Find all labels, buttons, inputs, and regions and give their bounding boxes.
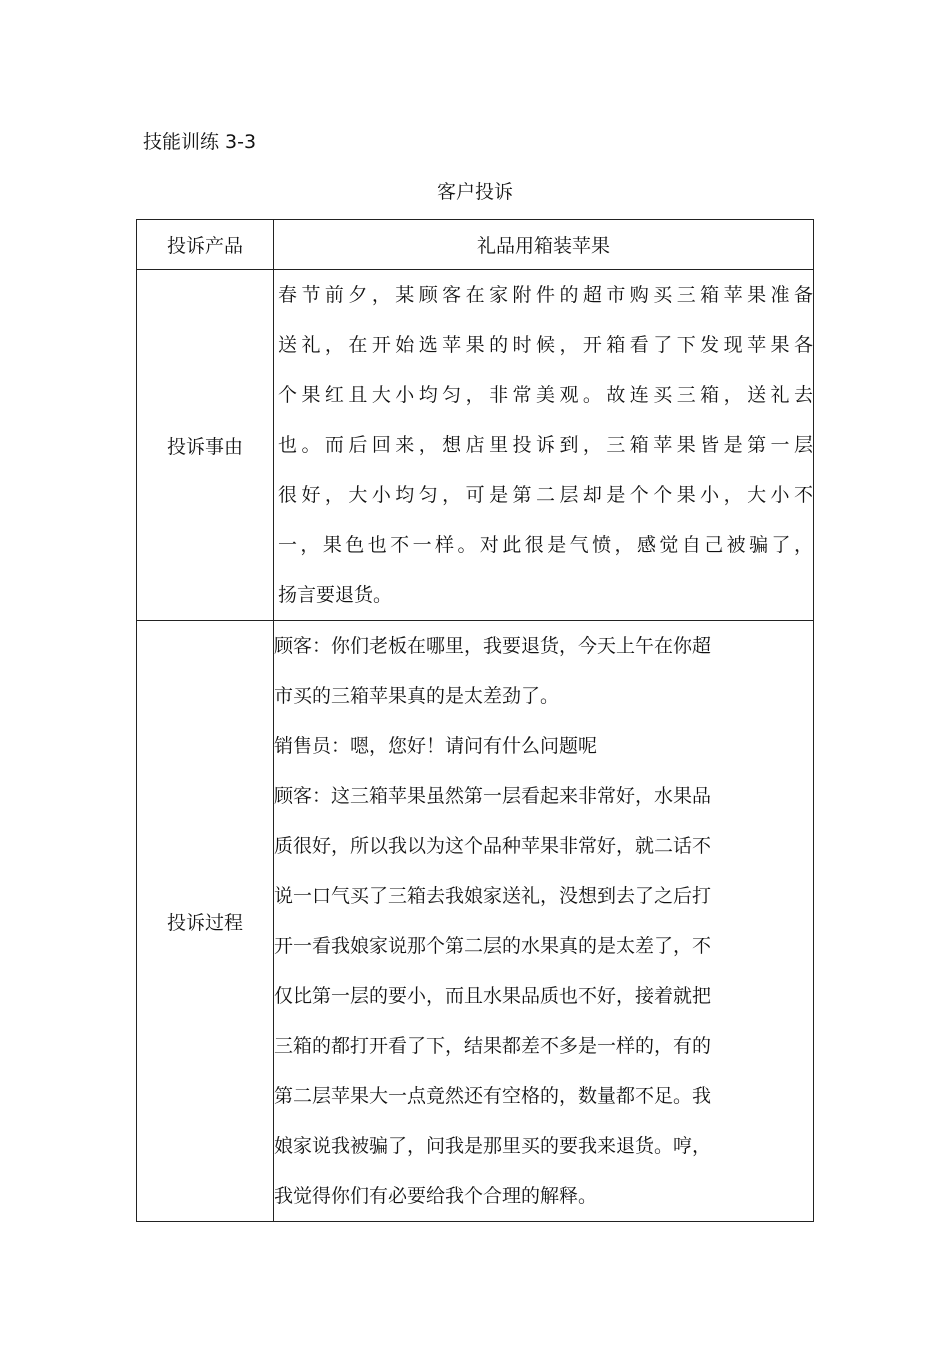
reason-row [137, 270, 814, 621]
document-title: 客户投诉 [436, 181, 513, 203]
process-line: 开一看我娘家说那个第二层的水果真的是太差了，不 [274, 935, 712, 957]
reason-line: 送礼，在开始选苹果的时候，开箱看了下发现苹果各 [278, 334, 813, 356]
process-line: 顾客：这三箱苹果虽然第一层看起来非常好，水果品 [274, 785, 712, 807]
product-row [137, 220, 814, 270]
reason-line: 也。而后回来，想店里投诉到，三箱苹果皆是第一层 [278, 434, 813, 456]
process-line: 三箱的都打开看了下，结果都差不多是一样的，有的 [274, 1035, 712, 1057]
reason-text [274, 270, 814, 621]
reason-line: 个果红且大小均匀，非常美观。故连买三箱，送礼去 [278, 384, 813, 406]
process-line: 娘家说我被骗了，问我是那里买的要我来退货。哼， [274, 1135, 712, 1157]
process-line: 市买的三箱苹果真的是太差劲了。 [274, 685, 560, 707]
reason-line: 一，果色也不一样。对此很是气愤，感觉自己被骗了， [278, 534, 813, 556]
process-line: 销售员：嗯，您好！请问有什么问题呢 [274, 735, 598, 757]
process-line: 质很好，所以我以为这个品种苹果非常好，就二话不 [274, 835, 712, 857]
complaint-table [136, 219, 814, 1222]
process-text [274, 621, 814, 1222]
reason-line: 春节前夕，某顾客在家附件的超市购买三箱苹果准备 [278, 284, 813, 306]
product-label: 投诉产品 [137, 220, 274, 270]
process-line: 我觉得你们有必要给我个合理的解释。 [274, 1185, 598, 1207]
process-line: 第二层苹果大一点竟然还有空格的，数量都不足。我 [274, 1085, 712, 1107]
process-label: 投诉过程 [137, 621, 274, 1222]
product-value: 礼品用箱装苹果 [274, 220, 814, 270]
process-line: 仅比第一层的要小，而且水果品质也不好，接着就把 [274, 985, 712, 1007]
process-row [137, 621, 814, 1222]
reason-line: 扬言要退货。 [278, 584, 393, 606]
process-line: 顾客：你们老板在哪里，我要退货，今天上午在你超 [274, 635, 712, 657]
process-line: 说一口气买了三箱去我娘家送礼，没想到去了之后打 [274, 885, 712, 907]
section-label: 技能训练 3-3 [143, 131, 257, 153]
reason-label: 投诉事由 [137, 270, 274, 621]
reason-line: 很好，大小均匀，可是第二层却是个个果小，大小不 [278, 484, 813, 506]
